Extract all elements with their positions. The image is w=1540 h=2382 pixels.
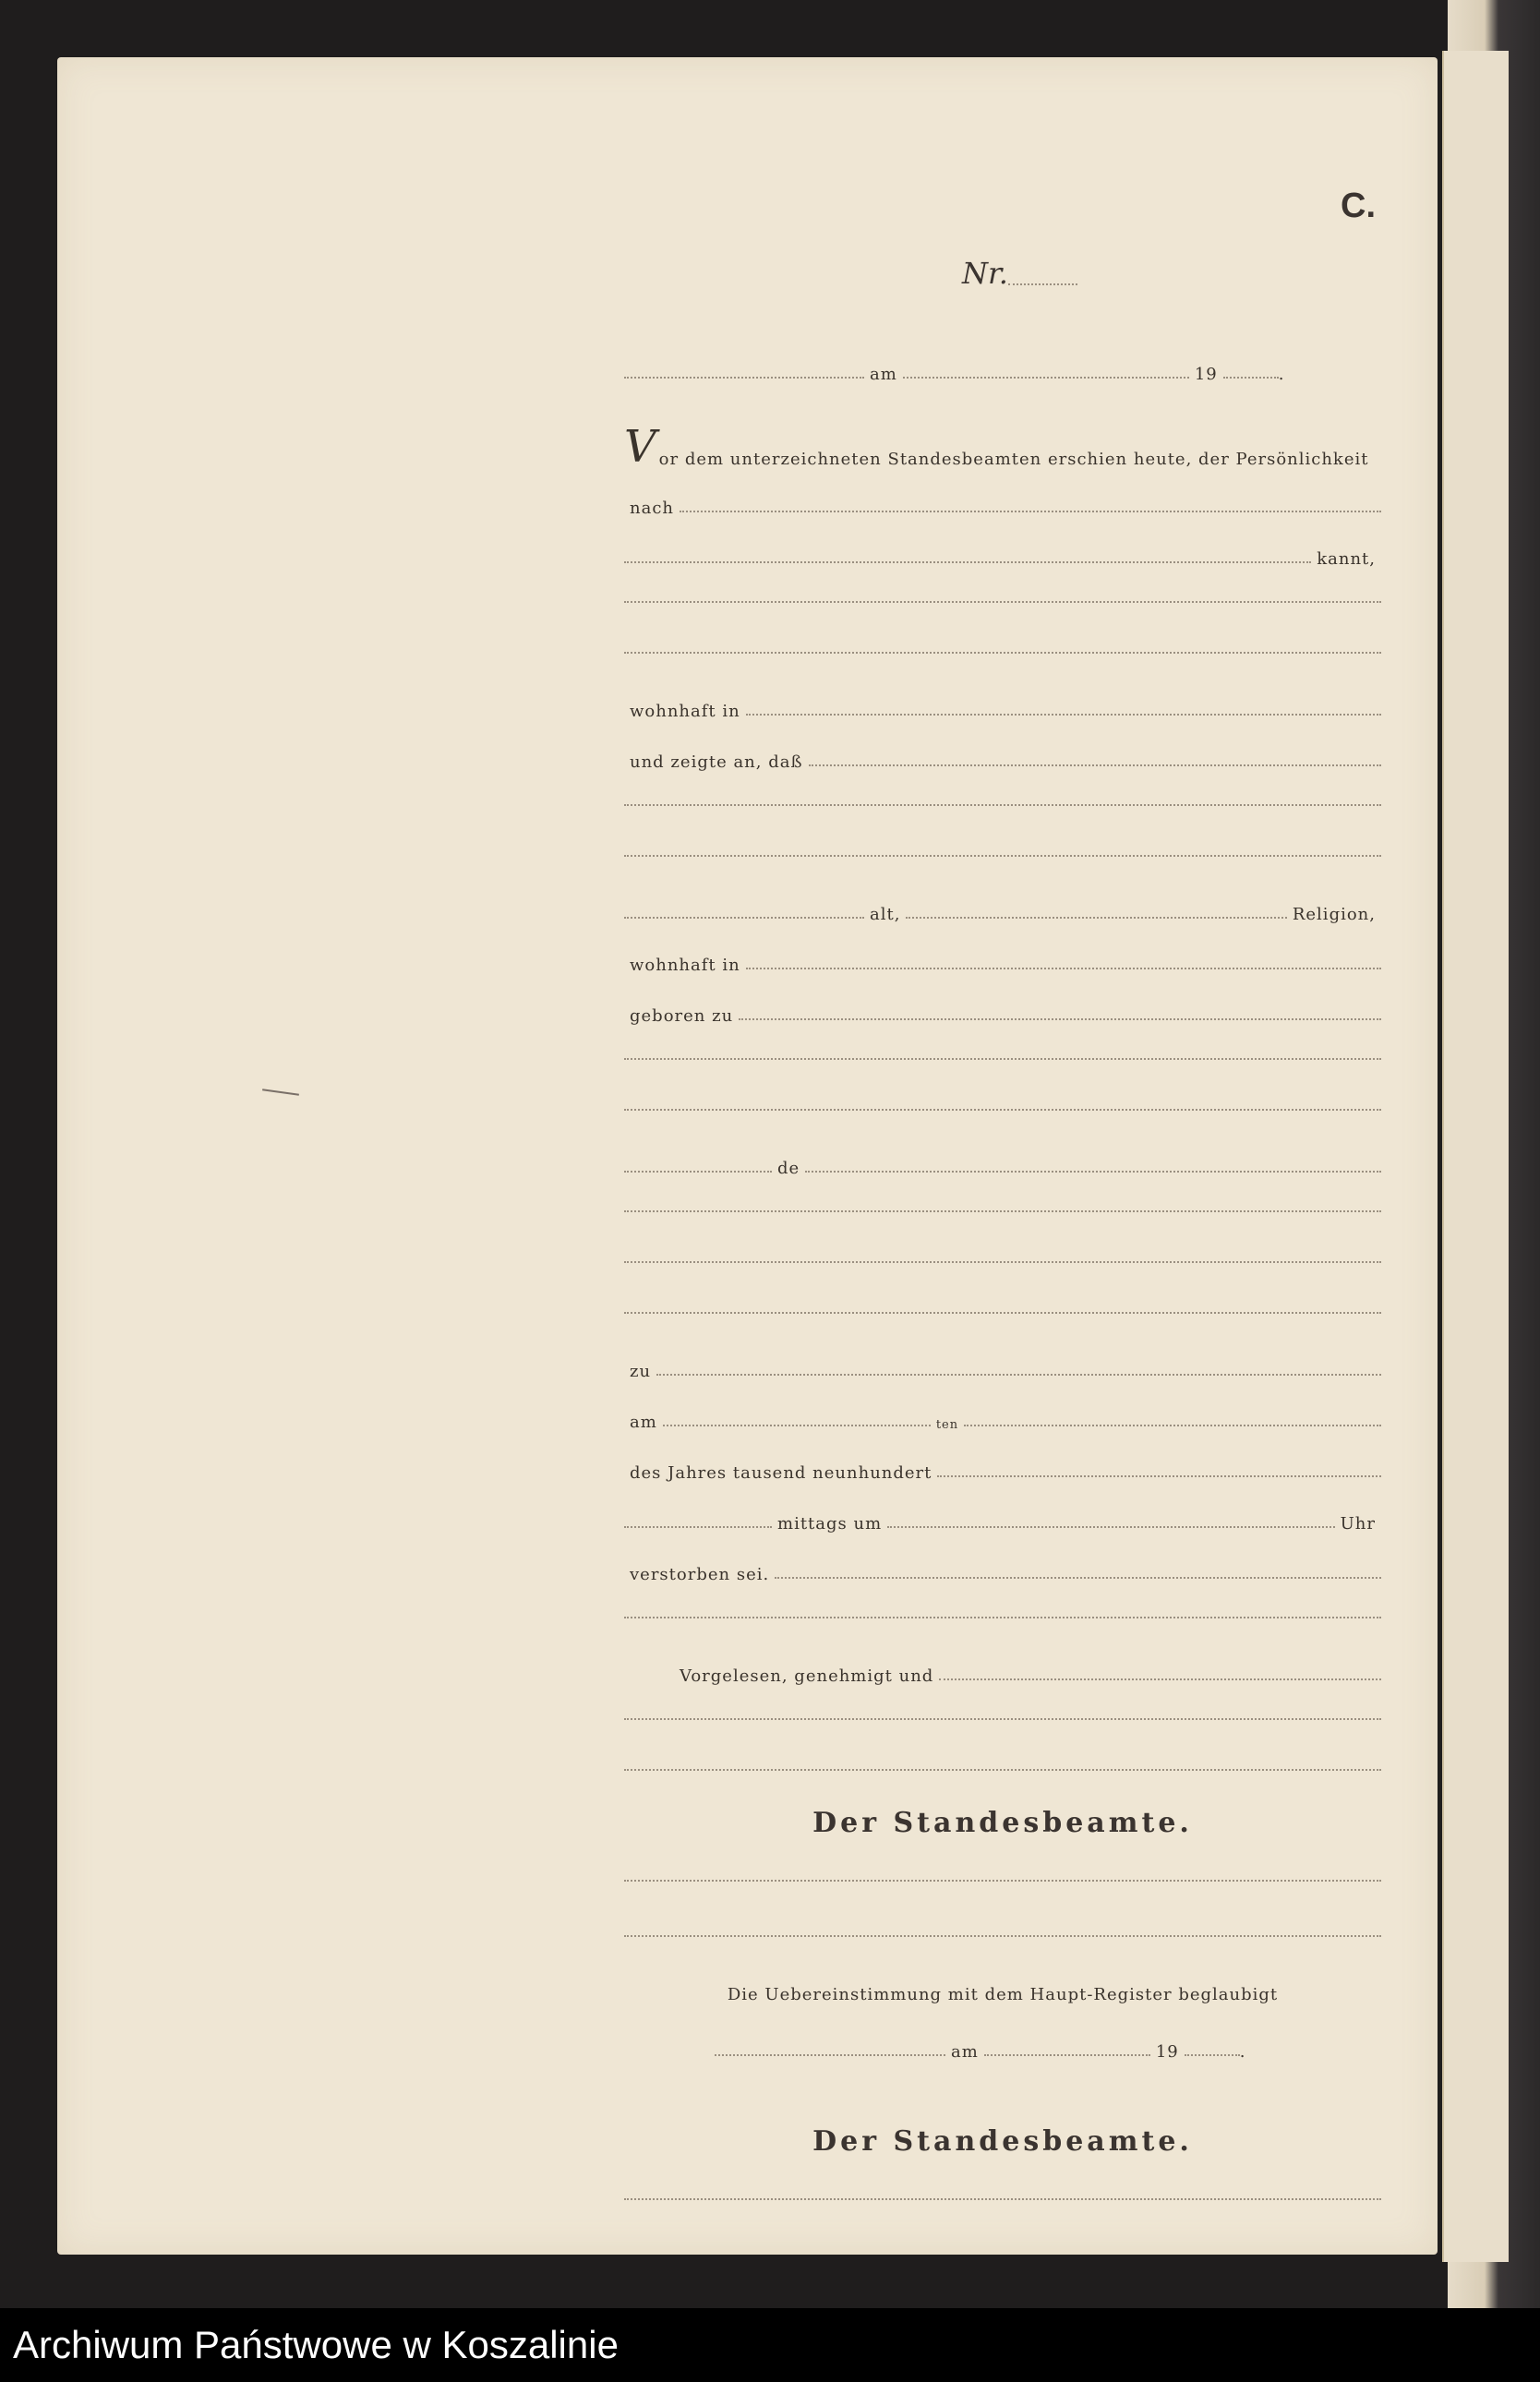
signature-line	[624, 2197, 1381, 2206]
signature-line	[624, 1934, 1381, 1943]
alt-religion-line: alt, Religion,	[624, 905, 1381, 924]
nach-line: nach	[624, 499, 1381, 518]
vorgelesen-line: Vorgelesen, genehmigt und	[624, 1666, 1381, 1686]
blank-line	[624, 1616, 1381, 1624]
date-line-2: am 19 .	[715, 2042, 1342, 2062]
nr-label: Nr.	[962, 256, 1008, 291]
form-page	[57, 57, 1438, 2255]
geboren-line: geboren zu	[624, 1006, 1381, 1026]
blank-line	[624, 1209, 1381, 1218]
signature-line	[624, 1879, 1381, 1887]
kannt-line: kannt,	[624, 549, 1381, 569]
blank-line	[624, 1057, 1381, 1065]
pencil-mark	[262, 1089, 299, 1096]
standesbeamte-heading: Der Standesbeamte.	[812, 1807, 1193, 1839]
intro-initial: V	[624, 421, 657, 473]
number-field	[962, 256, 1077, 291]
zu-line: zu	[624, 1362, 1381, 1381]
date-year-label: 19	[1194, 365, 1218, 384]
standesbeamte-heading-2: Der Standesbeamte.	[812, 2125, 1193, 2158]
blank-line	[624, 803, 1381, 812]
nr-blank	[1008, 283, 1077, 285]
date-line: am 19 .	[624, 365, 1381, 384]
archive-footer: Archiwum Państwowe w Koszalinie	[0, 2308, 1540, 2382]
mittags-line: mittags um Uhr	[624, 1514, 1381, 1534]
intro-text: or dem unterzeichneten Standesbeamten erschien heute, der Persönlichkeit	[658, 450, 1369, 469]
form-corner-letter: C.	[1341, 186, 1376, 225]
blank-line	[624, 854, 1381, 862]
blank-line	[624, 1717, 1381, 1726]
next-page-edge	[1442, 51, 1509, 2262]
blank-line	[624, 1108, 1381, 1116]
form-content	[57, 57, 1438, 2255]
wohnhaft-line: wohnhaft in	[624, 702, 1381, 721]
beglaubigt-text: Die Uebereinstimmung mit dem Haupt-Register beglaubigt	[727, 1985, 1279, 2004]
am-ten-line: am ten	[624, 1413, 1381, 1432]
zeigte-line: und zeigte an, daß	[624, 752, 1381, 772]
date-am-label: am	[870, 365, 897, 384]
de-line: de	[624, 1159, 1381, 1178]
intro-line	[624, 421, 1381, 473]
blank-line	[624, 1768, 1381, 1776]
blank-line	[624, 651, 1381, 659]
wohnhaft-line-2: wohnhaft in	[624, 956, 1381, 975]
verstorben-line: verstorben sei.	[624, 1565, 1381, 1584]
beglaubigt-line	[624, 1985, 1381, 2004]
blank-line	[624, 600, 1381, 608]
blank-line	[624, 1311, 1381, 1319]
blank-line	[624, 1260, 1381, 1269]
jahres-line: des Jahres tausend neunhundert	[624, 1463, 1381, 1483]
